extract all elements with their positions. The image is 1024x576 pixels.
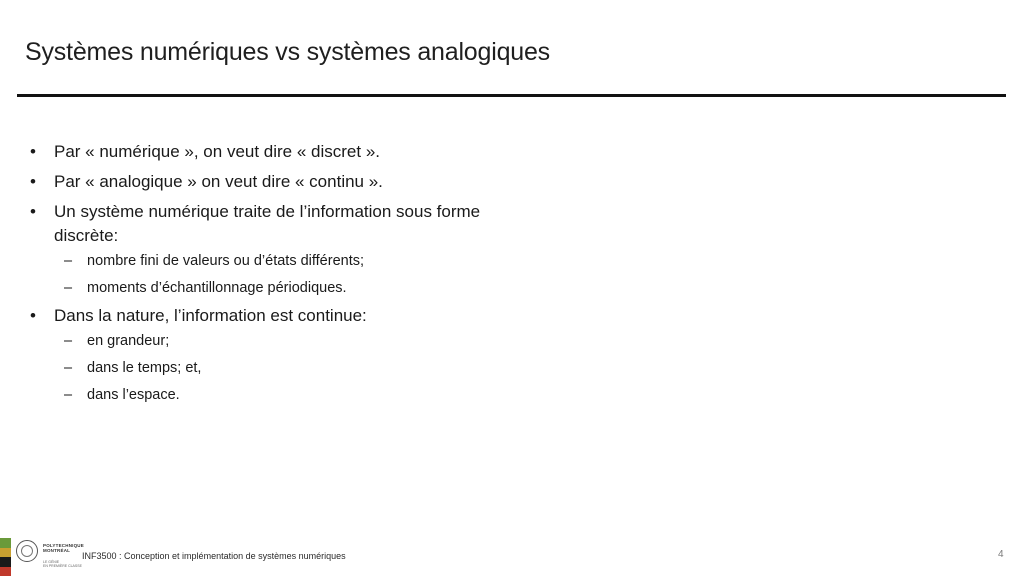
color-strip-segment — [0, 548, 11, 558]
sub-bullet-list — [64, 251, 530, 298]
sub-bullet-item — [64, 385, 530, 405]
bullet-text: Un système numérique traite de l’information sous forme discrète: — [54, 202, 481, 245]
bullet-text: Par « numérique », on veut dire « discret ». — [54, 142, 381, 161]
logo-wordmark — [43, 543, 84, 553]
bullet-item — [30, 304, 530, 405]
bullet-item — [30, 170, 530, 194]
sub-bullet-item — [64, 278, 530, 298]
bullet-icon: • — [30, 202, 36, 221]
dash-icon: – — [64, 333, 73, 349]
color-strip-segment — [0, 557, 11, 567]
dash-icon: – — [64, 280, 73, 296]
sub-bullet-text: dans l’espace. — [87, 387, 180, 403]
color-strip-segment — [0, 538, 11, 548]
seal-inner-icon — [21, 545, 33, 557]
sub-bullet-item — [64, 358, 530, 378]
bullet-list — [30, 140, 530, 405]
page-number: 4 — [998, 549, 1004, 560]
logo-line: MONTRÉAL — [43, 548, 71, 553]
color-strip-segment — [0, 567, 11, 576]
bullet-icon: • — [30, 142, 36, 161]
logo-tagline-line: EN PREMIÈRE CLASSE — [43, 564, 82, 568]
sub-bullet-text: dans le temps; et, — [87, 360, 202, 376]
bullet-item — [30, 200, 530, 298]
bullet-icon: • — [30, 306, 36, 325]
footer-course-title: INF3500 : Conception et implémentation de systèmes numériques — [82, 551, 346, 561]
sub-bullet-text: moments d’échantillonnage périodiques. — [87, 280, 347, 296]
sub-bullet-text: en grandeur; — [87, 333, 170, 349]
logo-tagline — [43, 560, 82, 568]
polytechnique-seal-icon — [16, 540, 38, 562]
logo-line: POLYTECHNIQUE — [43, 543, 84, 548]
bullet-item — [30, 140, 530, 164]
bullet-text: Dans la nature, l’information est continue: — [54, 306, 367, 325]
sub-bullet-text: nombre fini de valeurs ou d’états différents; — [87, 253, 365, 269]
bullet-text: Par « analogique » on veut dire « continu ». — [54, 172, 383, 191]
bullet-icon: • — [30, 172, 36, 191]
sub-bullet-list — [64, 331, 530, 405]
sub-bullet-item — [64, 331, 530, 351]
dash-icon: – — [64, 387, 73, 403]
slide-content — [30, 140, 530, 405]
color-strip — [0, 538, 11, 576]
logo-tagline-line: LE GÉNIE — [43, 560, 60, 564]
slide-title: Systèmes numériques vs systèmes analogiques — [25, 38, 550, 66]
sub-bullet-item — [64, 251, 530, 271]
dash-icon: – — [64, 360, 73, 376]
dash-icon: – — [64, 253, 73, 269]
title-divider — [17, 94, 1006, 97]
